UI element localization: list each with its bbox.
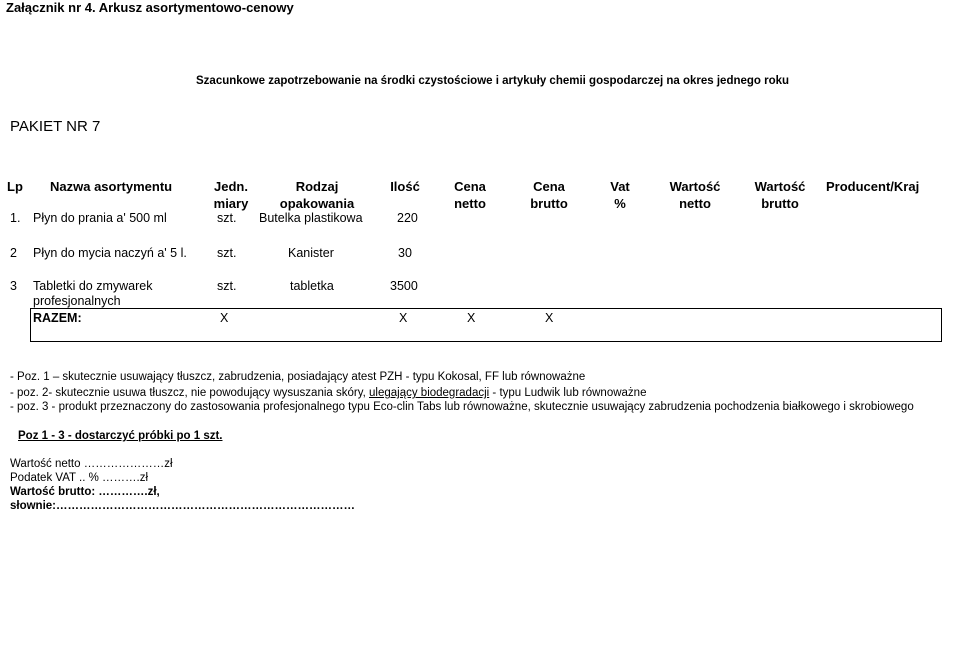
total-mark-4: X — [545, 311, 554, 325]
row-1-quantity: 220 — [397, 211, 418, 225]
row-3-quantity: 3500 — [390, 279, 418, 293]
header-net-price: Cena netto — [454, 179, 486, 211]
row-2-packaging: Kanister — [288, 246, 334, 260]
header-packaging: Rodzaj opakowania — [279, 179, 355, 211]
total-mark-1: X — [220, 311, 229, 325]
summary-net: Wartość netto …………………zł — [10, 458, 173, 470]
summary-gross: Wartość brutto: ………….zł, — [10, 486, 160, 498]
header-gross-value: Wartość brutto — [754, 179, 806, 211]
package-label: PAKIET NR 7 — [10, 118, 101, 135]
total-row-top-border — [30, 308, 942, 309]
header-net-value: Wartość netto — [669, 179, 721, 211]
row-1-unit: szt. — [217, 211, 237, 225]
row-3-lp: 3 — [10, 279, 17, 293]
header-gross-price: Cena brutto — [530, 179, 568, 211]
document-title: Załącznik nr 4. Arkusz asortymentowo-cenowy — [6, 0, 294, 15]
row-3-unit: szt. — [217, 279, 237, 293]
header-lp: Lp — [7, 179, 23, 194]
total-row-left-border — [30, 308, 31, 342]
note-1: - Poz. 1 – skutecznie usuwający tłuszcz, zabrudzenia, posiadający atest PZH - typu Kokosal, FF lub równoważne — [10, 371, 586, 383]
row-2-quantity: 30 — [398, 246, 412, 260]
row-3-packaging: tabletka — [290, 279, 334, 293]
row-1-lp: 1. — [10, 211, 21, 225]
row-1-packaging: Butelka plastikowa — [259, 211, 363, 225]
header-producer: Producent/Kraj — [826, 179, 920, 194]
document-subtitle: Szacunkowe zapotrzebowanie na środki czystościowe i artykuły chemii gospodarczej na okres jednego roku — [196, 75, 790, 87]
row-1-name: Płyn do prania a' 500 ml — [33, 211, 167, 225]
total-row-bottom-border — [30, 341, 942, 342]
note-2: - poz. 2- skutecznie usuwa tłuszcz, nie powodujący wysuszania skóry, ulegający biodegradacji - typu Ludwik lub równoważne — [10, 387, 647, 399]
header-unit: Jedn. miary — [213, 179, 249, 211]
row-2-lp: 2 — [10, 246, 17, 260]
row-2-unit: szt. — [217, 246, 237, 260]
total-row-right-border — [941, 308, 942, 342]
summary-vat: Podatek VAT .. % ……….zł — [10, 472, 149, 484]
note-3: - poz. 3 - produkt przeznaczony do zastosowania profesjonalnego typu Eco-clin Tabs lub równoważne, skutecznie usuwający zabrudzenia pochodzenia białkowego i skrobiowego — [10, 401, 914, 413]
header-name: Nazwa asortymentu — [50, 179, 173, 194]
row-2-name: Płyn do mycia naczyń a' 5 l. — [33, 246, 187, 260]
header-quantity: Ilość — [390, 179, 420, 194]
total-label: RAZEM: — [33, 311, 82, 325]
total-mark-2: X — [399, 311, 408, 325]
row-3-name: Tabletki do zmywarek profesjonalnych — [33, 279, 153, 308]
header-vat: Vat % — [610, 179, 630, 211]
total-mark-3: X — [467, 311, 476, 325]
sample-note: Poz 1 - 3 - dostarczyć próbki po 1 szt. — [18, 430, 223, 442]
summary-words: słownie:…………………………………………………………………… — [10, 500, 356, 512]
